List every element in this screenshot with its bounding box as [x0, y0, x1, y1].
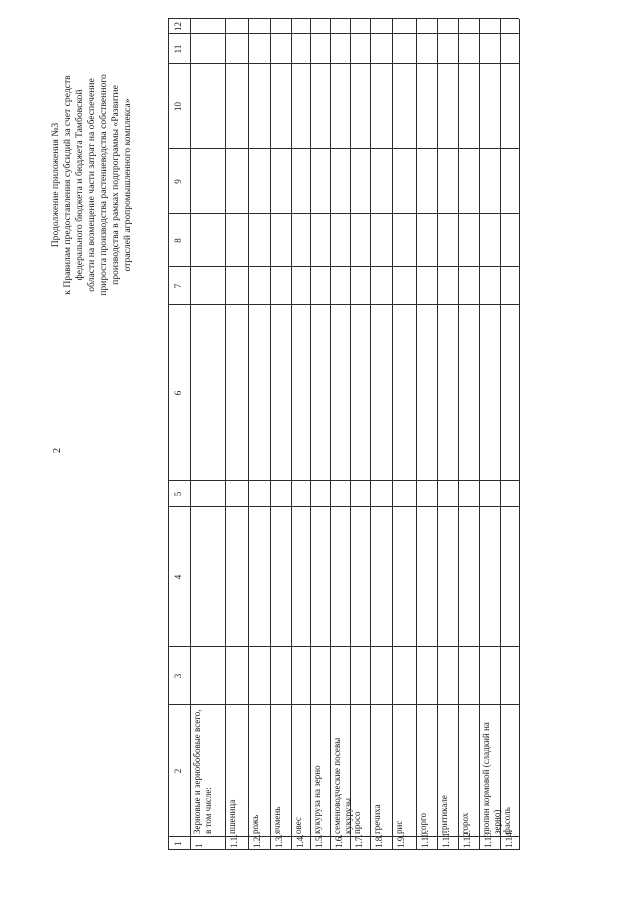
row-code: 1.14.	[504, 830, 514, 848]
row-name: рис	[394, 820, 404, 834]
table-rule	[437, 19, 438, 850]
table-rule	[270, 19, 271, 850]
table-rule	[168, 646, 519, 647]
table-rule	[225, 19, 226, 850]
row-name: фасоль	[502, 807, 512, 834]
table-rule	[168, 266, 519, 267]
table-rule	[416, 19, 417, 850]
table-rule	[168, 213, 519, 214]
annex-line: федерального бюджета и бюджета Тамбовской	[74, 89, 85, 281]
row-name: люпин кормовой (сладкий на зерно)	[481, 722, 502, 834]
row-code: 1.8.	[374, 834, 384, 848]
row-name: Зерновые и зернобобовые всего, в том числе:	[192, 709, 213, 834]
column-number: 1	[173, 841, 183, 846]
column-number: 10	[173, 102, 183, 111]
row-name: овес	[293, 817, 303, 834]
row-name: кукуруза на зерно	[312, 765, 322, 834]
row-code: 1.6.	[334, 834, 344, 848]
table-rule	[168, 704, 519, 705]
table-rule	[330, 19, 331, 850]
annex-line: к Правилам предоставления субсидий за счет средств	[62, 75, 73, 295]
row-code: 1.13.	[483, 830, 493, 848]
row-code: 1.5.	[314, 834, 324, 848]
table-rule	[168, 148, 519, 149]
annex-line: области на возмещение части затрат на обеспечение	[86, 78, 97, 292]
table-rule	[168, 18, 519, 19]
page-number: 2	[52, 448, 63, 453]
table-rule	[479, 19, 480, 850]
row-code: 1.1.	[229, 834, 239, 848]
row-name: гречиха	[372, 804, 382, 834]
table-rule	[190, 19, 191, 850]
row-name: семеноводческие посевы кукурузы	[332, 737, 353, 834]
row-name: пшеница	[227, 799, 237, 834]
table-rule	[168, 63, 519, 64]
row-name: ячмень	[272, 806, 282, 834]
row-code: 1.3.	[274, 834, 284, 848]
table-rule	[519, 19, 520, 850]
table-rule	[168, 506, 519, 507]
column-number: 6	[173, 390, 183, 396]
table-rule	[168, 33, 519, 34]
table-rule	[310, 19, 311, 850]
column-number: 3	[173, 673, 183, 679]
column-number: 11	[173, 44, 183, 54]
column-number: 7	[173, 283, 183, 289]
row-code: 1.12.	[462, 830, 472, 848]
table-rule	[370, 19, 371, 850]
row-code: 1.10.	[420, 830, 430, 848]
table-rule	[168, 849, 519, 850]
row-code: 1.4.	[295, 834, 305, 848]
column-number: 5	[173, 491, 183, 497]
row-name: просо	[352, 811, 362, 834]
table-rule	[392, 19, 393, 850]
column-number: 12	[173, 22, 183, 31]
table-rule	[168, 304, 519, 305]
table-rule	[168, 480, 519, 481]
annex-title: Продолжение приложения №3	[50, 122, 61, 248]
column-number: 2	[173, 768, 183, 774]
row-code: 1.7.	[354, 834, 364, 848]
row-name: сорго	[418, 813, 428, 834]
table-rule	[168, 19, 169, 850]
table-rule	[291, 19, 292, 850]
annex-line: прироста производства растениеводства собственного	[98, 74, 109, 296]
row-name: тритикале	[439, 795, 449, 834]
row-name: горох	[460, 812, 470, 834]
table-rule	[458, 19, 459, 850]
table-rule	[500, 19, 501, 850]
column-number: 4	[173, 574, 183, 580]
row-code: 1.9.	[396, 834, 406, 848]
annex-line: отраслей агропромышленного комплекса»	[122, 98, 133, 272]
column-number: 9	[173, 179, 183, 184]
table-rule	[350, 19, 351, 850]
row-code: 1.11.	[441, 830, 451, 848]
table-rule	[248, 19, 249, 850]
row-code: 1.2.	[252, 834, 262, 848]
row-name: рожь	[250, 814, 260, 834]
row-code: 1	[194, 843, 204, 848]
column-number: 8	[173, 238, 183, 243]
annex-line: производства в рамках подпрограммы «Развитие	[110, 85, 121, 285]
